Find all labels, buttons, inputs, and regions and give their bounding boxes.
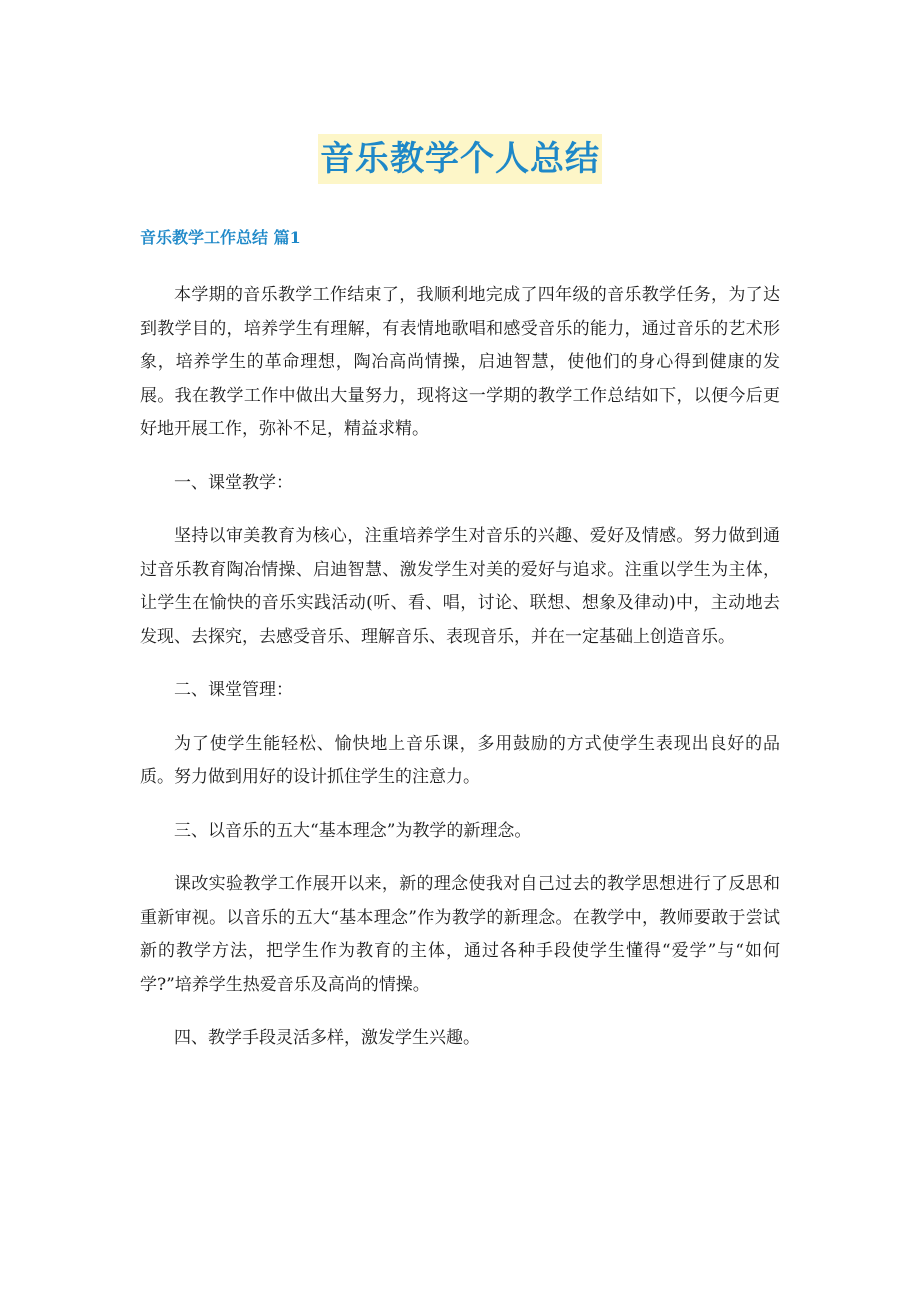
- section-heading-teaching-methods: 四、教学手段灵活多样，激发学生兴趣。: [174, 1028, 480, 1048]
- title-container: [0, 134, 920, 184]
- page-title: 音乐教学个人总结: [318, 134, 602, 184]
- paragraph-intro: 本学期的音乐教学工作结束了，我顺利地完成了四年级的音乐教学任务，为了达到教学目的，培养学生有理解，有表情地歌唱和感受音乐的能力，通过音乐的艺术形象，培养学生的革命理想，陶冶高尚情操，启迪智慧，使他们的身心得到健康的发展。我在教学工作中做出大量努力，现将这一学期的教学工作总结如下，以便今后更好地开展工作，弥补不足，精益求精。: [140, 285, 780, 439]
- document-body: [140, 279, 780, 1076]
- section-heading-classroom-management: 二、课堂管理：: [174, 680, 293, 700]
- paragraph-classroom-teaching: 坚持以审美教育为核心，注重培养学生对音乐的兴趣、爱好及情感。努力做到通过音乐教育陶冶情操、启迪智慧、激发学生对美的爱好与追求。注重以学生为主体，让学生在愉快的音乐实践活动(听、看、唱，讨论、联想、想象及律动)中，主动地去发现、去探究，去感受音乐、理解音乐、表现音乐，并在一定基础上创造音乐。: [140, 526, 780, 647]
- section-subtitle: 音乐教学工作总结 篇1: [140, 228, 301, 247]
- section-heading-new-concepts: 三、以音乐的五大“基本理念”为教学的新理念。: [174, 820, 532, 841]
- paragraph-classroom-management: 为了使学生能轻松、愉快地上音乐课，多用鼓励的方式使学生表现出良好的品质。努力做到用好的设计抓住学生的注意力。: [140, 733, 780, 787]
- section-heading-classroom-teaching: 一、课堂教学：: [174, 472, 293, 493]
- paragraph-new-concepts: 课改实验教学工作展开以来，新的理念使我对自己过去的教学思想进行了反思和重新审视。以音乐的五大“基本理念”作为教学的新理念。在教学中，教师要敢于尝试新的教学方法，把学生作为教育的主体，通过各种手段使学生懂得“爱学”与“如何学?”培养学生热爱音乐及高尚的情操。: [140, 874, 780, 995]
